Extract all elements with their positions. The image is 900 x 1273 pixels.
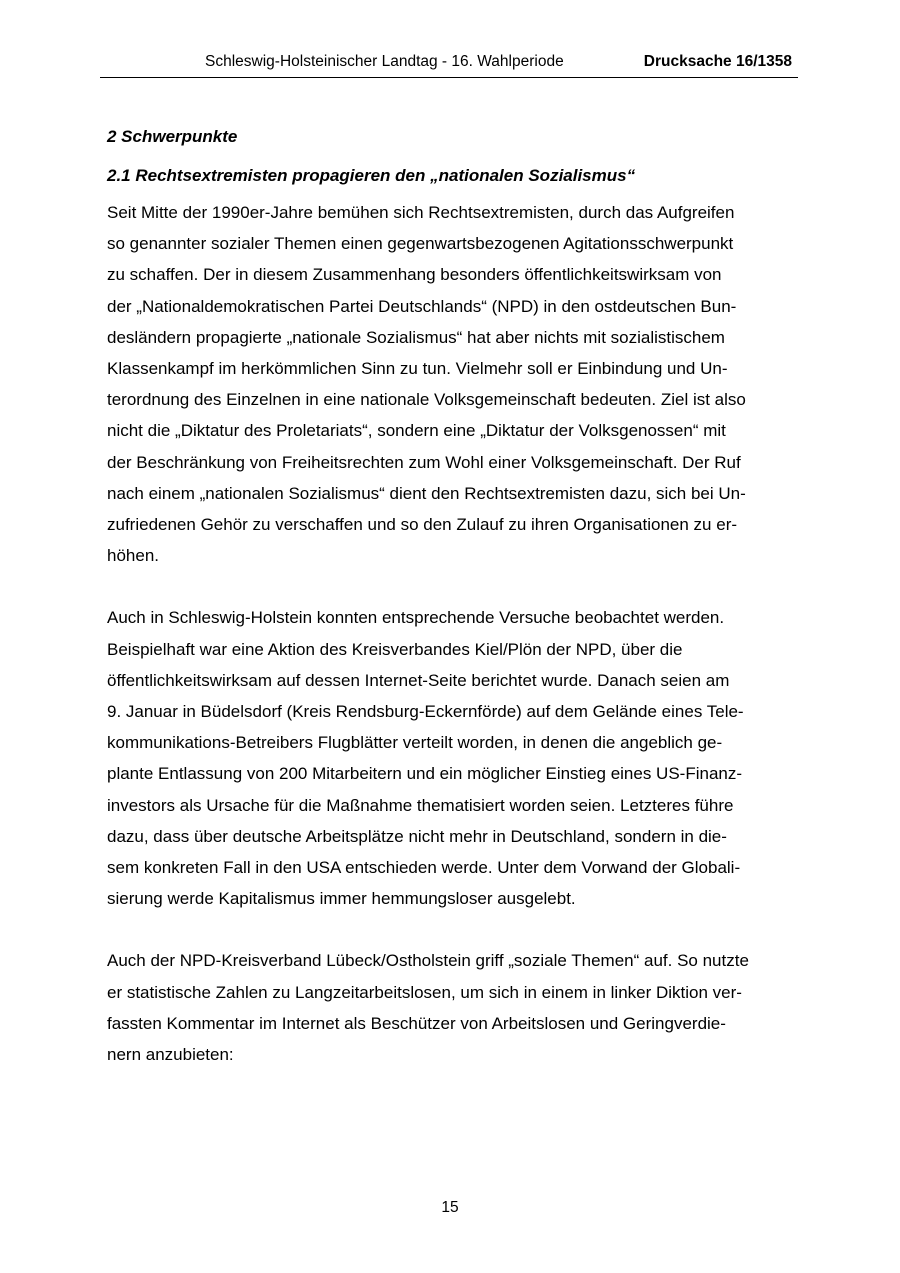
text-line: nach einem „nationalen Sozialismus“ dient den Rechtsextremisten dazu, sich bei Un- bbox=[107, 483, 746, 503]
text-line: höhen. bbox=[107, 546, 159, 566]
text-line: Auch in Schleswig-Holstein konnten entsprechende Versuche beobachtet werden. bbox=[107, 608, 725, 628]
text-line: nern anzubieten: bbox=[107, 1045, 234, 1065]
paragraph-2 bbox=[107, 602, 795, 914]
text-line: 9. Januar in Büdelsdorf (Kreis Rendsburg-Eckernförde) auf dem Gelände eines Tele- bbox=[107, 702, 744, 722]
text-line: terordnung des Einzelnen in eine nationale Volksgemeinschaft bedeuten. Ziel ist also bbox=[107, 390, 746, 410]
text-line: zu schaffen. Der in diesem Zusammenhang besonders öffentlichkeitswirksam von bbox=[107, 265, 722, 285]
text-line: Seit Mitte der 1990er-Jahre bemühen sich Rechtsextremisten, durch das Aufgreifen bbox=[107, 203, 735, 222]
text-line: sierung werde Kapitalismus immer hemmungsloser ausgelebt. bbox=[107, 889, 576, 909]
header-parliament-title: Schleswig-Holsteinischer Landtag - 16. Wahlperiode bbox=[205, 53, 564, 70]
paragraph-3 bbox=[107, 945, 795, 1070]
text-line: kommunikations-Betreibers Flugblätter verteilt worden, in denen die angeblich ge- bbox=[107, 733, 723, 753]
page-header bbox=[100, 50, 798, 78]
text-line: desländern propagierte „nationale Sozialismus“ hat aber nichts mit sozialistischem bbox=[107, 327, 725, 347]
text-line: sem konkreten Fall in den USA entschieden werde. Unter dem Vorwand der Globali- bbox=[107, 858, 741, 878]
paragraph-1 bbox=[107, 197, 795, 571]
text-line: er statistische Zahlen zu Langzeitarbeitslosen, um sich in einem in linker Diktion ver- bbox=[107, 982, 742, 1002]
text-line: zufriedenen Gehör zu verschaffen und so den Zulauf zu ihren Organisationen zu er- bbox=[107, 515, 738, 535]
text-line: Beispielhaft war eine Aktion des Kreisverbandes Kiel/Plön der NPD, über die bbox=[107, 639, 683, 659]
text-line: fassten Kommentar im Internet als Beschützer von Arbeitslosen und Geringverdie- bbox=[107, 1013, 726, 1033]
text-line: öffentlichkeitswirksam auf dessen Internet-Seite berichtet wurde. Danach seien am bbox=[107, 670, 730, 690]
header-document-number: Drucksache 16/1358 bbox=[643, 53, 792, 70]
text-line: Klassenkampf im herkömmlichen Sinn zu tun. Vielmehr soll er Einbindung und Un- bbox=[107, 359, 728, 379]
page-number: 15 bbox=[441, 1199, 459, 1216]
subsection-heading: 2.1 Rechtsextremisten propagieren den „nationalen Sozialismus“ bbox=[107, 166, 636, 185]
text-line: investors als Ursache für die Maßnahme thematisiert worden seien. Letzteres führe bbox=[107, 795, 734, 815]
text-line: der „Nationaldemokratischen Partei Deutschlands“ (NPD) in den ostdeutschen Bun- bbox=[107, 296, 737, 316]
text-line: nicht die „Diktatur des Proletariats“, sondern eine „Diktatur der Volksgenossen“ mit bbox=[107, 421, 726, 441]
text-line: Auch der NPD-Kreisverband Lübeck/Ostholstein griff „soziale Themen“ auf. So nutzte bbox=[107, 951, 749, 971]
section-heading: 2 Schwerpunkte bbox=[107, 127, 238, 146]
text-line: so genannter sozialer Themen einen gegenwartsbezogenen Agitationsschwerpunkt bbox=[107, 234, 734, 254]
text-line: dazu, dass über deutsche Arbeitsplätze nicht mehr in Deutschland, sondern in die- bbox=[107, 826, 727, 846]
text-line: der Beschränkung von Freiheitsrechten zum Wohl einer Volksgemeinschaft. Der Ruf bbox=[107, 452, 741, 472]
document-body bbox=[107, 126, 795, 1070]
text-line: plante Entlassung von 200 Mitarbeitern und ein möglicher Einstieg eines US-Finanz- bbox=[107, 764, 743, 784]
